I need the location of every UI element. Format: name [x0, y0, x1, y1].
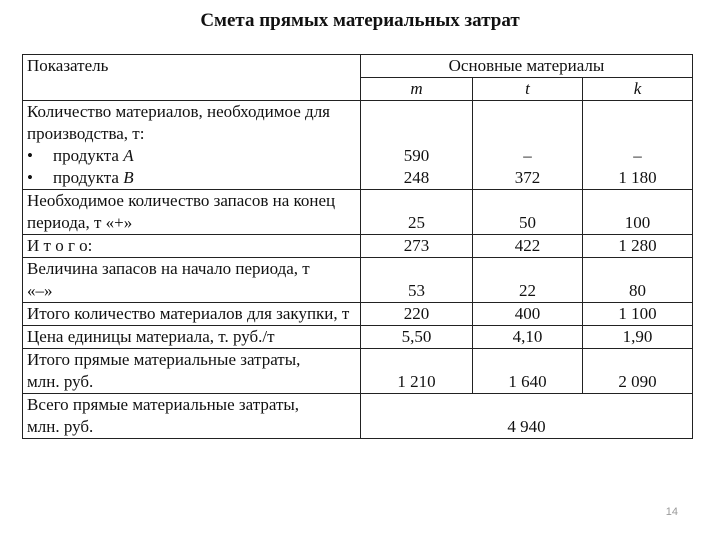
- material-t-header: t: [473, 78, 583, 101]
- product-b-item: • продукта B: [27, 168, 134, 187]
- direct-costs-k: 2 090: [583, 349, 693, 394]
- start-stock-label: Величина запасов на начало периода, т «–»: [23, 258, 361, 303]
- to-purchase-m: 220: [361, 303, 473, 326]
- to-purchase-label: Итого количество материалов для закупки, т: [23, 303, 361, 326]
- indicator-header: Показатель: [23, 55, 361, 101]
- end-stock-t: 50: [473, 190, 583, 235]
- header-row: [23, 55, 693, 78]
- materials-group-header: Основные материалы: [361, 55, 693, 78]
- table-row: [23, 349, 693, 394]
- to-purchase-k: 1 100: [583, 303, 693, 326]
- bullet-icon: •: [27, 146, 33, 165]
- required-k-cell: – 1 180: [583, 101, 693, 190]
- material-k-header: k: [583, 78, 693, 101]
- unit-price-t: 4,10: [473, 326, 583, 349]
- table-row: [23, 101, 693, 190]
- total-m: 273: [361, 235, 473, 258]
- direct-costs-t: 1 640: [473, 349, 583, 394]
- required-label: Количество материалов, необходимое для производства, т: • продукта A • продукта B: [23, 101, 361, 190]
- table-row: [23, 303, 693, 326]
- table-row: [23, 326, 693, 349]
- material-cost-table: [22, 54, 693, 439]
- total-t: 422: [473, 235, 583, 258]
- start-stock-t: 22: [473, 258, 583, 303]
- total-label: И т о г о:: [23, 235, 361, 258]
- required-t-cell: – 372: [473, 101, 583, 190]
- material-m-header: m: [361, 78, 473, 101]
- page-title: Смета прямых материальных затрат: [200, 10, 520, 31]
- product-a-item: • продукта A: [27, 146, 134, 165]
- grand-total-label: Всего прямые материальные затраты, млн. руб.: [23, 394, 361, 439]
- unit-price-label: Цена единицы материала, т. руб./т: [23, 326, 361, 349]
- required-m-cell: 590 248: [361, 101, 473, 190]
- end-stock-label: Необходимое количество запасов на конец периода, т «+»: [23, 190, 361, 235]
- end-stock-m: 25: [361, 190, 473, 235]
- grand-total-value: 4 940: [361, 394, 693, 439]
- table-row: [23, 258, 693, 303]
- start-stock-m: 53: [361, 258, 473, 303]
- total-k: 1 280: [583, 235, 693, 258]
- direct-costs-m: 1 210: [361, 349, 473, 394]
- table-row: [23, 190, 693, 235]
- page-number: 14: [665, 506, 678, 518]
- to-purchase-t: 400: [473, 303, 583, 326]
- start-stock-k: 80: [583, 258, 693, 303]
- table-row: [23, 394, 693, 439]
- bullet-icon: •: [27, 168, 33, 187]
- direct-costs-label: Итого прямые материальные затраты, млн. руб.: [23, 349, 361, 394]
- unit-price-m: 5,50: [361, 326, 473, 349]
- end-stock-k: 100: [583, 190, 693, 235]
- unit-price-k: 1,90: [583, 326, 693, 349]
- table-row: [23, 235, 693, 258]
